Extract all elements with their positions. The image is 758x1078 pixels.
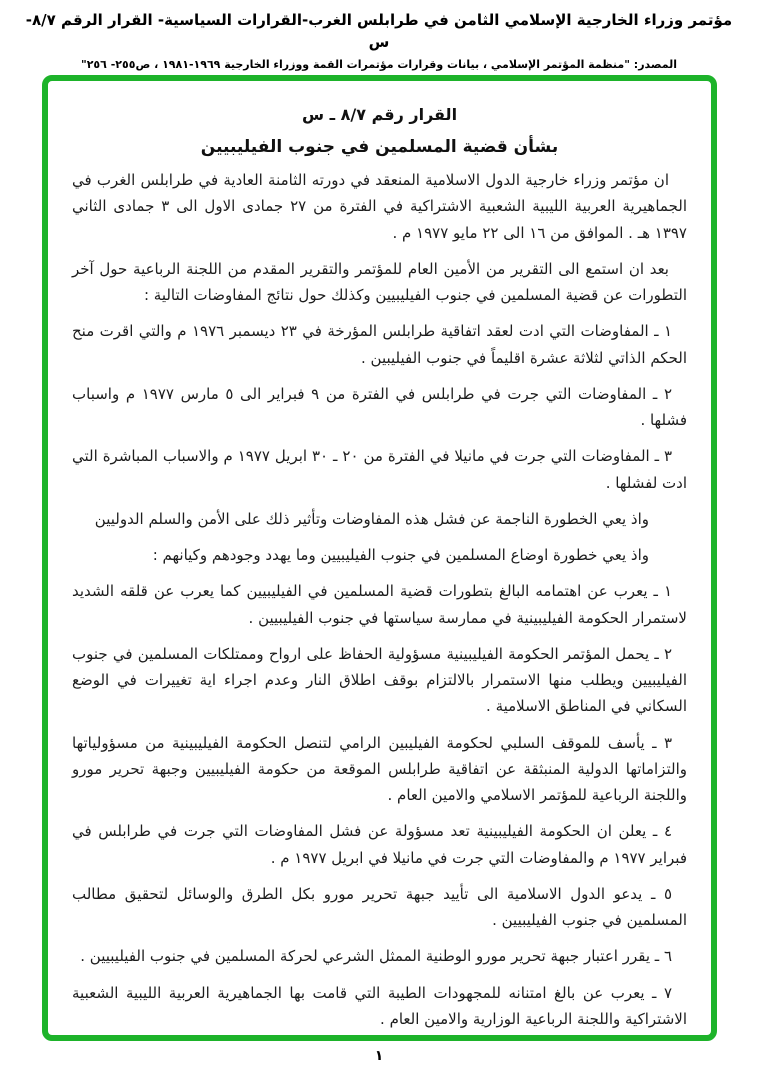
awareness-clause-2: واذ يعي خطورة اوضاع المسلمين في جنوب الفيليبيين وما يهدد وجودهم وكيانهم : (152, 546, 649, 564)
negotiations-list-item-2: ٢ ـ المفاوضات التي جرت في طرابلس في الفترة من ٩ فبراير الى ٥ مارس ١٩٧٧ م واسباب فشلها . (72, 384, 687, 429)
resolution-clause-2: ٢ ـ يحمل المؤتمر الحكومة الفيليبينية مسؤولية الحفاظ على ارواح وممتلكات المسلمين في جنوب الفيليبيين ويطلب منها الاستمرار بالالتزام بوقف اطلاق النار وعدم اجراء اية تغييرات في الوضع السكاني في المناطق الاسلامية . (72, 644, 687, 716)
document-header-source: المصدر: "منظمة المؤتمر الإسلامي ، بيانات وقرارات مؤتمرات القمة ووزراء الخارجية ١٩٦٩-١٩٨١ ، ص٢٥٥- ٢٥٦" (80, 57, 677, 71)
resolution-green-frame (42, 75, 717, 1041)
document-header (20, 10, 738, 71)
awareness-clause-1: واذ يعي الخطورة الناجمة عن فشل هذه المفاوضات وتأثير ذلك على الأمن والسلم الدوليين (94, 509, 649, 528)
document-header-title: مؤتمر وزراء الخارجية الإسلامي الثامن في طرابلس الغرب-القرارات السياسية- القرار الرقم ٨/٧- س (25, 11, 733, 51)
resolution-subject-title: بشأن قضية المسلمين في جنوب الفيليبيين (200, 137, 559, 157)
negotiations-list-item-3: ٣ ـ المفاوضات التي جرت في مانيلا في الفترة من ٢٠ ـ ٣٠ ابريل ١٩٧٧ م والاسباب المباشرة التي ادت لفشلها . (72, 447, 687, 492)
resolution-clause-3: ٣ ـ يأسف للموقف السلبي لحكومة الفيليبين الرامي لتنصل الحكومة الفيليبينية من مسؤولياتها والتزاماتها الدولية المنبثقة عن اتفاقية طرابلس الموقعة من حكومة الفيليبيين وجبهة تحرير مورو واللجنة الرباعية للمؤتمر الاسلامي والامين العام . (72, 733, 687, 804)
resolution-number-title: القرار رقم ٨/٧ ـ س (301, 105, 458, 124)
negotiations-list-item-1: ١ ـ المفاوضات التي ادت لعقد اتفاقية طرابلس المؤرخة في ٢٣ ديسمبر ١٩٧٦ م والتي اقرت منح الحكم الذاتي لثلاثة عشرة اقليماً في جنوب الفيليبين . (72, 322, 687, 367)
resolution-clause-7: ٧ ـ يعرب عن بالغ امتنانه للمجهودات الطيبة التي قامت بها الجماهيرية العربية الليبية الشعبية الاشتراكية واللجنة الرباعية الوزارية والامين العام . (72, 983, 687, 1028)
page-number: ١ (374, 1048, 384, 1064)
resolution-clause-5: ٥ ـ يدعو الدول الاسلامية الى تأييد جبهة تحرير مورو بكل الطرق والوسائل لتحقيق مطالب المسلمين في جنوب الفيليبيين . (72, 884, 687, 929)
resolution-clause-4: ٤ ـ يعلن ان الحكومة الفيليبينية تعد مسؤولة عن فشل المفاوضات التي جرت في طرابلس في فبراير ١٩٧٧ م والمفاوضات التي جرت في مانيلا في ابريل ١٩٧٧ م . (72, 822, 687, 867)
resolution-opening-paragraph: ان مؤتمر وزراء خارجية الدول الاسلامية المنعقد في دورته الثامنة العادية في طرابلس الغرب في الجماهيرية العربية الليبية الشعبية الاشتراكية في الفترة من ٢٧ جمادى الاول الى ٣ جمادى الثاني ١٣٩٧ هـ . الموافق من ١٦ الى ٢٢ مايو ١٩٧٧ م . (72, 171, 687, 242)
resolution-preamble-paragraph: بعد ان استمع الى التقرير من الأمين العام للمؤتمر والتقرير المقدم من اللجنة الرباعية حول آخر التطورات عن قضية المسلمين في جنوب الفيليبيين وكذلك حول نتائج المفاوضات التالية : (72, 259, 687, 304)
resolution-clause-1: ١ ـ يعرب عن اهتمامه البالغ بتطورات قضية المسلمين في الفيليبيين كما يعرب عن قلقه الشديد لاستمرار الحكومة الفيليبينية في ممارسة سياستها في جنوب الفيليبيين . (72, 582, 687, 627)
resolution-clause-6: ٦ ـ يقرر اعتبار جبهة تحرير مورو الوطنية الممثل الشرعي لحركة المسلمين في جنوب الفيليبيين . (80, 947, 672, 966)
